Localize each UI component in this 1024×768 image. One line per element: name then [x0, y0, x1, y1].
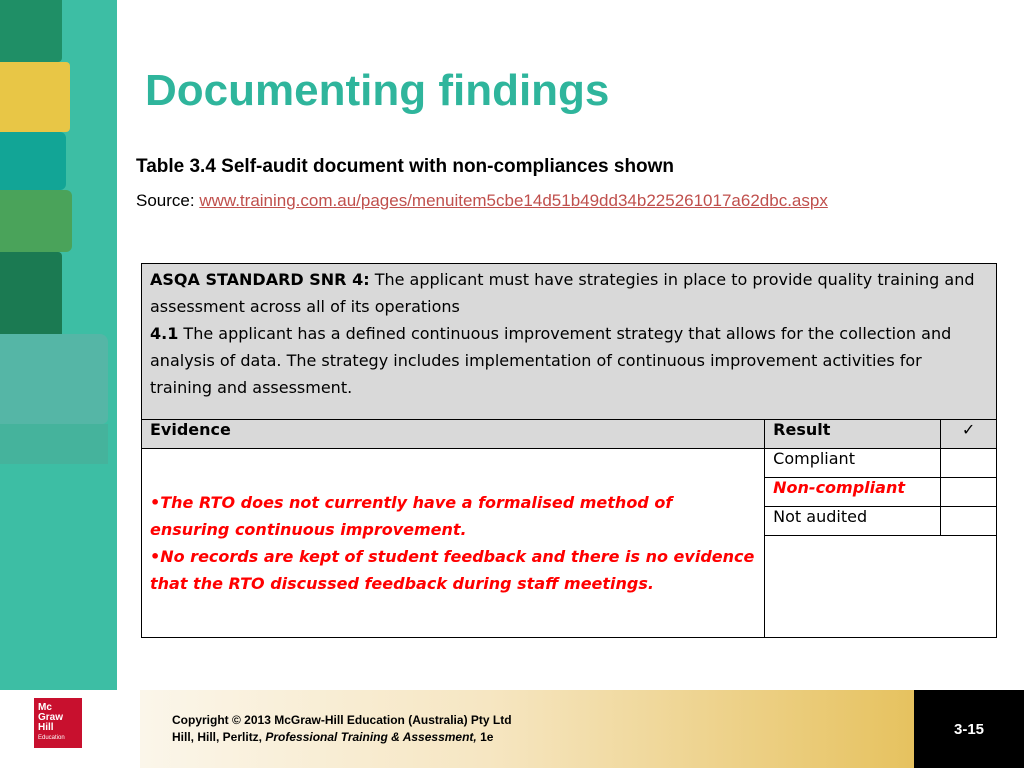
source-link[interactable]: www.training.com.au/pages/menuitem5cbe14d51b49dd34b225261017a62dbc.aspx [199, 191, 828, 210]
logo-text: Graw [38, 712, 64, 723]
citation-edition: 1e [476, 730, 494, 744]
book-spine-shape [0, 334, 108, 424]
slide-title: Documenting findings [145, 66, 610, 115]
evidence-cell [142, 449, 765, 638]
result-header: Result [765, 420, 941, 449]
self-audit-table [141, 263, 997, 638]
citation-book: Professional Training & Assessment, [265, 730, 477, 744]
check-cell [941, 449, 997, 478]
result-non-compliant: Non-compliant [765, 478, 941, 507]
result-compliant: Compliant [765, 449, 941, 478]
check-cell [941, 507, 997, 536]
table-row [142, 449, 997, 478]
clause-label: 4.1 [150, 324, 179, 343]
sidebar-decoration [0, 0, 117, 768]
mcgraw-hill-logo [34, 698, 82, 748]
logo-text: Mc [38, 702, 52, 713]
clause-text: The applicant has a defined continuous improvement strategy that allows for the collection and analysis of data. The strategy includes implementation of continuous improvement activities for training and assessment. [150, 324, 952, 397]
book-spine-shape [0, 190, 72, 252]
table-header-row [142, 420, 997, 449]
citation-line [172, 729, 512, 746]
logo-text: Education [38, 735, 65, 741]
check-cell [941, 478, 997, 507]
evidence-header: Evidence [142, 420, 765, 449]
standard-row [142, 264, 997, 420]
book-spine-shape [0, 62, 70, 132]
standard-label: ASQA STANDARD SNR 4: [150, 270, 370, 289]
checkmark-icon: ✓ [941, 420, 997, 449]
standard-cell [142, 264, 997, 420]
copyright-notice [172, 712, 512, 746]
copyright-line: Copyright © 2013 McGraw-Hill Education (Australia) Pty Ltd [172, 713, 512, 727]
book-spine-shape [0, 424, 108, 464]
evidence-item: •No records are kept of student feedback and there is no evidence that the RTO discussed feedback during staff meetings. [150, 547, 755, 593]
book-spine-shape [0, 252, 62, 334]
empty-cell [765, 536, 997, 638]
result-not-audited: Not audited [765, 507, 941, 536]
logo-text: Hill [38, 722, 54, 733]
book-spine-shape [0, 0, 62, 62]
source-line [136, 191, 828, 211]
evidence-item: •The RTO does not currently have a formalised method of ensuring continuous improvement. [150, 493, 673, 539]
standard-text: The applicant must have strategies in place to provide quality training and assessment across all of its operations [150, 270, 975, 316]
footer [0, 690, 1024, 768]
footer-band [140, 690, 914, 768]
page-number: 3-15 [914, 690, 1024, 768]
source-label: Source: [136, 191, 200, 210]
table-caption: Table 3.4 Self-audit document with non-compliances shown [136, 156, 675, 177]
book-spine-shape [0, 132, 66, 190]
citation-authors: Hill, Hill, Perlitz, [172, 730, 266, 744]
